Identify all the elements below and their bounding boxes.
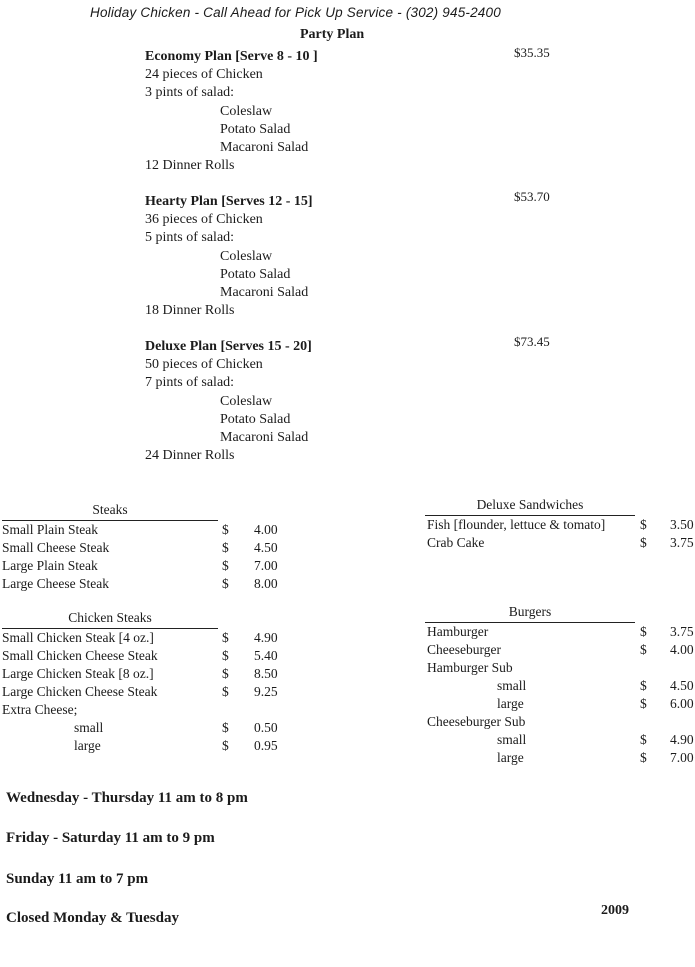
item-name: Crab Cake	[427, 535, 485, 550]
item-name: small	[497, 678, 527, 693]
menu-row	[2, 647, 278, 665]
section-title: Steaks	[92, 502, 128, 517]
plan-rolls: 18 Dinner Rolls	[145, 303, 235, 319]
menu-row	[2, 575, 278, 593]
plan-deluxe	[145, 338, 312, 465]
section-title: Chicken Steaks	[68, 610, 152, 625]
item-name: Fish [flounder, lettuce & tomato]	[427, 517, 606, 532]
plan-serves: [Serves 12 - 15]	[221, 194, 313, 209]
item-price: 6.00	[670, 696, 694, 711]
item-name: large	[497, 696, 524, 711]
item-currency: $	[640, 517, 647, 532]
plan-salad-intro: 5 pints of salad:	[145, 230, 235, 246]
item-currency: $	[640, 696, 647, 711]
item-name: Large Chicken Cheese Steak	[2, 684, 158, 699]
menu-row	[2, 701, 218, 719]
plan-salad: Coleslaw	[220, 103, 273, 119]
menu-row	[2, 683, 278, 701]
party-plan-title: Party Plan	[300, 27, 365, 42]
menu-row	[425, 695, 694, 713]
item-currency: $	[640, 732, 647, 747]
item-price: 3.50	[670, 517, 694, 532]
menu-row	[2, 719, 278, 737]
item-currency: $	[222, 630, 229, 645]
item-price: 5.40	[254, 648, 278, 663]
plan-salad: Potato Salad	[220, 411, 291, 427]
item-price: 4.50	[670, 678, 694, 693]
plan-chicken: 36 pieces of Chicken	[145, 212, 263, 228]
item-currency: $	[222, 738, 229, 753]
menu-row	[425, 623, 694, 641]
item-name: Cheeseburger Sub	[427, 714, 526, 729]
section-title: Burgers	[508, 604, 552, 619]
plan-serves: [Serve 8 - 10 ]	[235, 49, 318, 64]
item-currency: $	[640, 678, 647, 693]
item-currency: $	[640, 750, 647, 765]
plan-chicken: 24 pieces of Chicken	[145, 67, 263, 83]
plan-heading	[145, 48, 318, 66]
item-price: 7.00	[670, 750, 694, 765]
item-currency: $	[222, 720, 229, 735]
menu-row	[425, 659, 635, 677]
item-price: 3.75	[670, 535, 694, 550]
plan-salad: Potato Salad	[220, 121, 291, 137]
item-price: 9.25	[254, 684, 278, 699]
menu-row	[425, 677, 694, 695]
menu-row	[2, 521, 278, 539]
plan-economy	[145, 48, 318, 175]
plan-price-economy: $35.35	[514, 45, 550, 60]
item-name: Small Plain Steak	[2, 522, 98, 537]
plan-salad: Potato Salad	[220, 266, 291, 282]
plan-salad: Macaroni Salad	[220, 430, 309, 446]
item-currency: $	[222, 540, 229, 555]
section-chicken-steaks	[2, 610, 278, 755]
item-price: 8.00	[254, 576, 278, 591]
item-name: small	[74, 720, 104, 735]
item-currency: $	[222, 648, 229, 663]
item-price: 4.90	[254, 630, 278, 645]
plan-name: Hearty Plan	[145, 194, 218, 209]
item-price: 4.90	[670, 732, 694, 747]
menu-row	[425, 641, 694, 659]
plan-name: Deluxe Plan	[145, 339, 217, 354]
item-currency: $	[222, 522, 229, 537]
hours-wed-thu: Wednesday - Thursday 11 am to 8 pm	[6, 790, 248, 806]
item-name: Extra Cheese;	[2, 702, 78, 717]
item-price: 3.75	[670, 624, 694, 639]
section-steaks	[2, 502, 278, 593]
plan-chicken: 50 pieces of Chicken	[145, 357, 263, 373]
plan-hearty	[145, 193, 313, 320]
item-name: Hamburger Sub	[427, 660, 513, 675]
item-name: small	[497, 732, 527, 747]
item-name: Large Cheese Steak	[2, 576, 109, 591]
item-currency: $	[222, 666, 229, 681]
plan-rolls: 24 Dinner Rolls	[145, 448, 235, 464]
item-price: 4.50	[254, 540, 278, 555]
item-name: large	[74, 738, 101, 753]
plan-salad: Coleslaw	[220, 248, 273, 264]
menu-row	[425, 534, 694, 552]
item-name: Small Chicken Steak [4 oz.]	[2, 630, 154, 645]
item-price: 4.00	[254, 522, 278, 537]
item-price: 4.00	[670, 642, 694, 657]
plan-rolls: 12 Dinner Rolls	[145, 158, 235, 174]
menu-row	[425, 713, 635, 731]
menu-row	[425, 516, 694, 534]
plan-name: Economy Plan	[145, 49, 232, 64]
page-header: Holiday Chicken - Call Ahead for Pick Up Service - (302) 945-2400	[90, 5, 501, 20]
item-price: 0.95	[254, 738, 278, 753]
section-deluxe-sandwiches	[425, 497, 694, 552]
item-name: large	[497, 750, 524, 765]
plan-salad: Coleslaw	[220, 393, 273, 409]
menu-row	[2, 557, 278, 575]
menu-row	[425, 749, 694, 767]
item-name: Large Plain Steak	[2, 558, 98, 573]
item-currency: $	[222, 684, 229, 699]
menu-row	[2, 629, 278, 647]
item-name: Large Chicken Steak [8 oz.]	[2, 666, 154, 681]
section-burgers	[425, 604, 694, 767]
item-currency: $	[222, 558, 229, 573]
section-title: Deluxe Sandwiches	[476, 497, 584, 512]
plan-salad-intro: 3 pints of salad:	[145, 85, 235, 101]
item-name: Small Cheese Steak	[2, 540, 110, 555]
plan-price-deluxe: $73.45	[514, 334, 550, 349]
plan-salad-intro: 7 pints of salad:	[145, 375, 235, 391]
hours-closed: Closed Monday & Tuesday	[6, 910, 179, 926]
item-name: Cheeseburger	[427, 642, 501, 657]
menu-row	[2, 737, 278, 755]
menu-row	[425, 731, 694, 749]
item-name: Small Chicken Cheese Steak	[2, 648, 158, 663]
item-name: Hamburger	[427, 624, 489, 639]
hours-sunday: Sunday 11 am to 7 pm	[6, 871, 149, 887]
plan-salad: Macaroni Salad	[220, 285, 309, 301]
menu-row	[2, 665, 278, 683]
plan-price-hearty: $53.70	[514, 189, 550, 204]
item-price: 7.00	[254, 558, 278, 573]
item-currency: $	[640, 535, 647, 550]
plan-heading	[145, 193, 313, 211]
plan-heading	[145, 338, 312, 356]
item-currency: $	[222, 576, 229, 591]
plan-salad: Macaroni Salad	[220, 140, 309, 156]
item-currency: $	[640, 624, 647, 639]
menu-row	[2, 539, 278, 557]
item-price: 0.50	[254, 720, 278, 735]
item-price: 8.50	[254, 666, 278, 681]
hours-fri-sat: Friday - Saturday 11 am to 9 pm	[6, 830, 215, 846]
item-currency: $	[640, 642, 647, 657]
year-label: 2009	[601, 903, 629, 918]
plan-serves: [Serves 15 - 20]	[220, 339, 312, 354]
